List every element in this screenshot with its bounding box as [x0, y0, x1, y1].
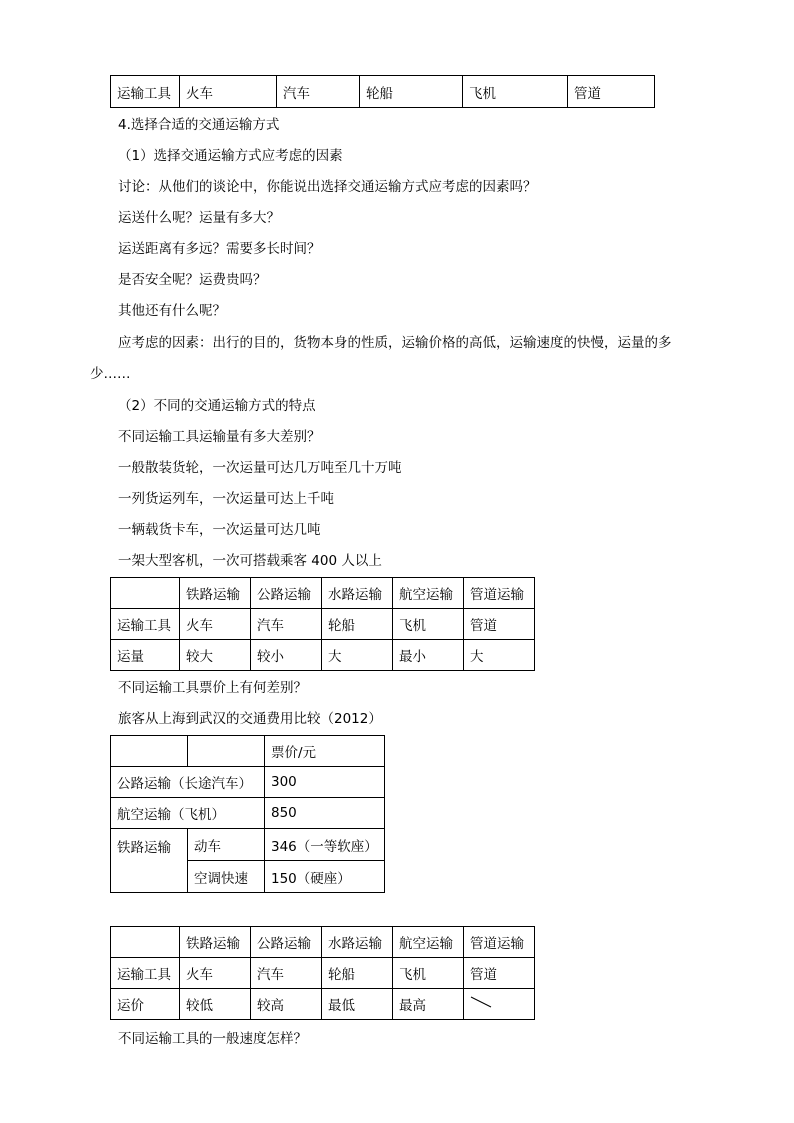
paragraph: 一辆载货卡车，一次运量可达几吨 — [118, 522, 321, 538]
paragraph: 是否安全呢？运费贵吗？ — [118, 272, 267, 288]
table-row — [111, 76, 655, 108]
table-cell: 水路运输 — [322, 578, 393, 609]
table-cell: 火车 — [180, 609, 251, 640]
table-cell: 较小 — [251, 640, 322, 671]
table-cell: 水路运输 — [322, 927, 393, 958]
table-row — [111, 767, 385, 798]
paragraph: 讨论：从他们的谈论中，你能说出选择交通运输方式应考虑的因素吗？ — [118, 179, 537, 195]
table-cell: 运输工具 — [111, 76, 180, 108]
table-row — [111, 927, 535, 958]
table-cell: 管道 — [568, 76, 655, 108]
table-cell — [111, 578, 180, 609]
table-cell: 346（一等软座） — [265, 829, 385, 861]
table-cell: 最低 — [322, 989, 393, 1020]
paragraph: 不同运输工具运输量有多大差别？ — [118, 429, 321, 445]
table-cell: 轮船 — [322, 958, 393, 989]
table-cell: 较低 — [180, 989, 251, 1020]
table-cell: 运输工具 — [111, 958, 180, 989]
subheading: （1）选择交通运输方式应考虑的因素 — [118, 148, 343, 164]
table-row — [111, 798, 385, 829]
table-row — [111, 640, 535, 671]
subheading: （2）不同的交通运输方式的特点 — [118, 398, 316, 414]
paragraph: 运送距离有多远？需要多长时间？ — [118, 241, 321, 257]
table-cell: 铁路运输 — [111, 829, 188, 893]
paragraph: 一架大型客机，一次可搭载乘客 400 人以上 — [118, 553, 382, 569]
table-cell: 大 — [322, 640, 393, 671]
table-cell: 汽车 — [277, 76, 360, 108]
table-cell: 大 — [464, 640, 535, 671]
table-cell: 管道 — [464, 609, 535, 640]
table-cell: 飞机 — [393, 609, 464, 640]
table-cell: 公路运输 — [251, 578, 322, 609]
paragraph: 不同运输工具票价上有何差别？ — [118, 680, 307, 696]
table-caption: 旅客从上海到武汉的交通费用比较（2012） — [118, 711, 382, 727]
table-cell: 最高 — [393, 989, 464, 1020]
transport-tools-table — [110, 75, 655, 108]
dash-mark-icon — [470, 995, 492, 1009]
table-cell: 汽车 — [251, 609, 322, 640]
table-cell: 公路运输（长途汽车） — [111, 767, 265, 798]
table-cell: 300 — [265, 767, 385, 798]
table-row — [111, 989, 535, 1020]
table-cell: 轮船 — [360, 76, 463, 108]
table-cell: 航空运输 — [393, 927, 464, 958]
table-cell — [111, 927, 180, 958]
table-cell: 管道运输 — [464, 927, 535, 958]
table-cell: 850 — [265, 798, 385, 829]
table-cell: 火车 — [180, 958, 251, 989]
table-cell: 较大 — [180, 640, 251, 671]
table-cell: 运输工具 — [111, 609, 180, 640]
table-cell — [188, 736, 265, 767]
cost-table — [110, 926, 535, 1020]
table-cell: 运价 — [111, 989, 180, 1020]
paragraph: 一般散装货轮，一次运量可达几万吨至几十万吨 — [118, 460, 402, 476]
table-row — [111, 958, 535, 989]
table-cell: 航空运输（飞机） — [111, 798, 265, 829]
table-cell: 管道 — [464, 958, 535, 989]
table-cell: 航空运输 — [393, 578, 464, 609]
table-cell: 火车 — [180, 76, 277, 108]
table-cell: 票价/元 — [265, 736, 385, 767]
paragraph: 不同运输工具的一般速度怎样？ — [118, 1031, 307, 1047]
table-row — [111, 736, 385, 767]
table-cell: 铁路运输 — [180, 927, 251, 958]
table-cell dash-cell — [464, 989, 535, 1020]
table-cell: 铁路运输 — [180, 578, 251, 609]
table-row — [111, 609, 535, 640]
paragraph: 应考虑的因素：出行的目的，货物本身的性质，运输价格的高低，运输速度的快慢，运量的多 — [118, 335, 672, 351]
paragraph: 一列货运列车，一次运量可达上千吨 — [118, 491, 334, 507]
table-row — [111, 829, 385, 861]
table-cell: 运量 — [111, 640, 180, 671]
table-cell: 150（硬座） — [265, 861, 385, 893]
fare-table — [110, 735, 385, 893]
table-cell — [111, 736, 188, 767]
table-cell: 公路运输 — [251, 927, 322, 958]
paragraph: 其他还有什么呢？ — [118, 303, 226, 319]
table-cell: 汽车 — [251, 958, 322, 989]
paragraph: 少…… — [90, 366, 131, 382]
table-cell: 动车 — [188, 829, 265, 861]
table-cell: 最小 — [393, 640, 464, 671]
table-cell: 较高 — [251, 989, 322, 1020]
table-cell: 飞机 — [393, 958, 464, 989]
table-cell: 飞机 — [463, 76, 568, 108]
table-cell: 轮船 — [322, 609, 393, 640]
volume-table — [110, 577, 535, 671]
paragraph: 运送什么呢？运量有多大？ — [118, 210, 280, 226]
section-heading: 4.选择合适的交通运输方式 — [118, 117, 280, 133]
table-cell: 管道运输 — [464, 578, 535, 609]
table-cell: 空调快速 — [188, 861, 265, 893]
table-row — [111, 578, 535, 609]
